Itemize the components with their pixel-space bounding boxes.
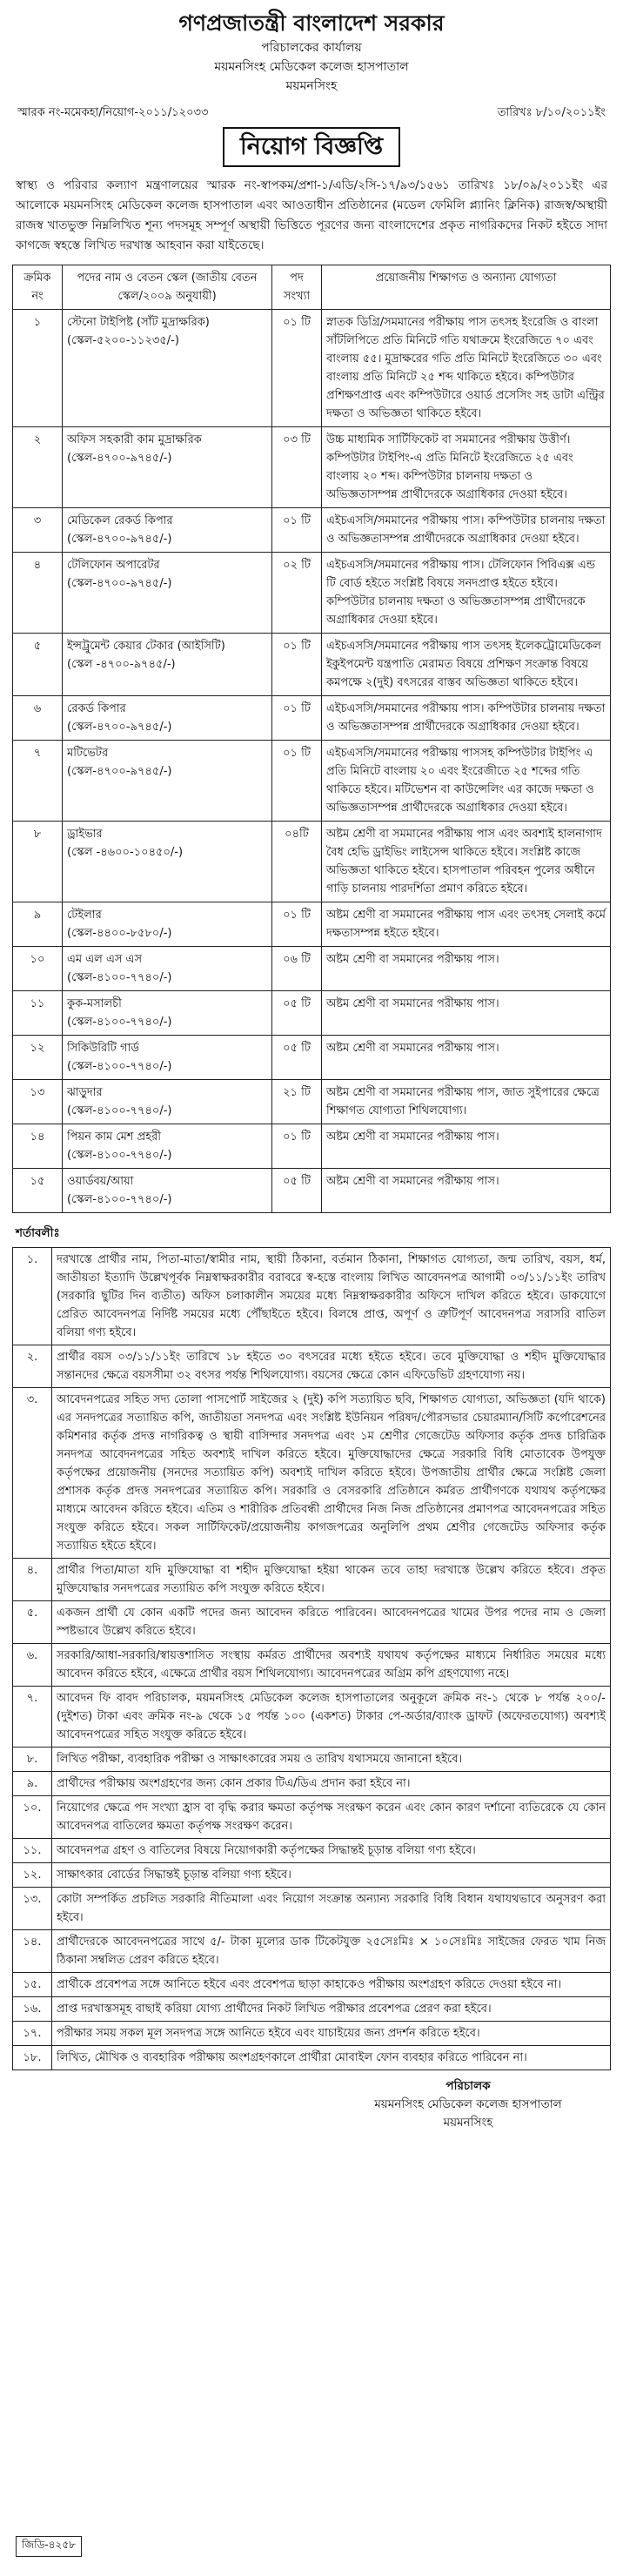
row-post [63, 902, 272, 947]
post-name: স্টেনো টাইপিষ্ট (সাঁট মুদ্রাক্ষরিক) [67, 316, 210, 329]
post-name: ড্রাইভার [67, 828, 103, 841]
condition-number: ১৭. [13, 2022, 52, 2046]
row-qualification: অষ্টম শ্রেণী বা সমমানের পরীক্ষায় পাস। [322, 947, 611, 991]
row-qualification: এইচএসসি/সমমানের পরীক্ষায় পাস। কম্পিউটার চালনায় দক্ষতা ও অভিজ্ঞতাসম্পন্ন প্রার্থীদেরকে অগ্রাধিকার দেওয়া হইবে। [322, 508, 611, 553]
row-post [63, 1169, 272, 1213]
post-name: অফিস সহকারী কাম মুদ্রাক্ষরিক [67, 433, 202, 446]
posts-table-body [13, 310, 611, 1213]
table-row [13, 427, 611, 508]
condition-text: লিখিত, মৌখিক ও ব্যবহারিক পরীক্ষায় অংশগ্রহণকালে প্রার্থীরা মোবাইল ফোন ব্যবহার করিতে পারিবেন না। [52, 2046, 611, 2070]
row-qualification: এইচএসসি/সমমানের পরীক্ষায় পাসসহ কম্পিউটার টাইপিং এ প্রতি মিনিটে বাংলায় ২০ এবং ইংরেজীতে ২৫ শব্দের গতি থাকিতে হইবে। মটিভেশন বা কাউন্সেলিং এর কাজে দক্ষতা ও অভিজ্ঞতাসম্পন্ন প্রার্থীদেরকে অগ্রাধিকার দেওয়া হইবে। [322, 741, 611, 822]
row-post [63, 1036, 272, 1080]
condition-number: ১১. [13, 1839, 52, 1863]
row-count: ০৩ টি [272, 427, 322, 508]
pay-scale: (স্কেল -৪৭০০-৯৭৪৫/-) [67, 658, 176, 671]
row-post [63, 553, 272, 634]
row-post [63, 947, 272, 991]
row-qualification: অষ্টম শ্রেণী বা সমমানের পরীক্ষায় পাস। [322, 991, 611, 1036]
condition-text: প্রার্থীর পিতা/মাতা যদি মুক্তিযোদ্ধা বা শহীদ মুক্তিযোদ্ধা হইয়া থাকেন তবে তাহা দরখাস্তে উল্লেখ করিতে হইবে। প্রকৃত মুক্তিযোদ্ধার সনদপত্রের সত্যায়িত কপি সংযুক্ত করিতে হইবে। [52, 1559, 611, 1601]
pay-scale: (স্কেল-৪৪০০-৮৫৮০/-) [67, 927, 172, 940]
posts-table-header [13, 265, 611, 310]
condition-row [13, 1796, 611, 1839]
row-qualification: অষ্টম শ্রেণী বা সমমানের পরীক্ষায় পাস। [322, 1169, 611, 1213]
post-name: ইন্সট্রুমেন্ট কেয়ার টেকার (আইসিটি) [67, 640, 225, 653]
condition-row [13, 1345, 611, 1388]
row-count: ০১ টি [272, 634, 322, 696]
header-qualification: প্রয়োজনীয় শিক্ষাগত ও অন্যান্য যোগ্যতা [322, 265, 611, 310]
row-count: ০১ টি [272, 902, 322, 947]
pay-scale: (স্কেল-৪৭০০-৯৭৪৫/-) [67, 721, 172, 734]
pay-scale: (স্কেল-৫২০০-১১২৩৫/-) [67, 334, 179, 347]
page-title: নিয়োগ বিজ্ঞপ্তি [223, 127, 400, 167]
table-row [13, 822, 611, 902]
row-post [63, 1124, 272, 1169]
condition-row [13, 1644, 611, 1687]
signature-block [325, 2077, 611, 2132]
table-row [13, 553, 611, 634]
table-row [13, 902, 611, 947]
memo-date: তারিখঃ ৮/১০/২০১১ইং [497, 106, 606, 119]
condition-row [13, 1687, 611, 1748]
row-qualification: এইচএসসি/সমমানের পরীক্ষায় পাস। কম্পিউটার চালনায় দক্ষতা ও অভিজ্ঞতাসম্পন্ন প্রার্থীদেরকে অগ্রাধিকার দেওয়া হইবে। [322, 696, 611, 741]
post-name: কুক-মসালচী [67, 997, 122, 1010]
condition-row [13, 1601, 611, 1644]
row-serial: ৬ [13, 696, 63, 741]
condition-row [13, 1839, 611, 1863]
condition-row [13, 1559, 611, 1601]
signature-city: ময়মনসিংহ [443, 2116, 493, 2130]
condition-number: ১৩. [13, 1888, 52, 1930]
conditions-title: শর্তাবলীঃ [16, 1226, 60, 1240]
post-name: পিয়ন কাম মেশ প্রহরী [67, 1130, 162, 1144]
table-row [13, 1036, 611, 1080]
condition-row [13, 1973, 611, 1997]
pay-scale: (স্কেল-৪৭০০-৯৭৪৫/-) [67, 533, 172, 546]
condition-text: লিখিত পরীক্ষা, ব্যবহারিক পরীক্ষা ও সাক্ষাৎকারের সময় ও তারিখ যথাসময়ে জানানো হইবে। [52, 1748, 611, 1772]
intro-paragraph: স্বাস্থ্য ও পরিবার কল্যাণ মন্ত্রণালয়ের স্মারক নং-স্বাপকম/প্রশা-১/এডি/২সি-১৭/৯৩/১৫৬১ তারিখঃ ১৮/০৯/২০১১ইং এর আলোকে ময়মনসিংহ মেডিকেল কলেজ হাসপাতাল এবং আওতাধীন প্রতিষ্ঠানের (মডেল ফেমিলি প্ল্যানিং ক্লিনিক) রাজস্ব/অস্থায়ী রাজস্ব খাতভুক্ত নিম্নলিখিত শূন্য পদসমূহ সম্পূর্ণ অস্থায়ী ভিত্তিতে পূরণের জন্য বাংলাদেশের প্রকৃত নাগরিকদের নিকট হইতে সাদা কাগজে স্বহস্তে লিখিত দরখাস্ত আহবান করা যাইতেছে। [16, 178, 607, 252]
post-name: ওয়ার্ডবয়/আয়া [67, 1175, 134, 1188]
table-row [13, 634, 611, 696]
row-count: ০৫ টি [272, 991, 322, 1036]
table-row [13, 1124, 611, 1169]
condition-row [13, 1863, 611, 1888]
header-count: পদ সংখ্যা [272, 265, 322, 310]
row-count: ০৪টি [272, 822, 322, 902]
row-serial: ৩ [13, 508, 63, 553]
footer-code: জিডি-৪২৫৮ [16, 2536, 82, 2557]
condition-row [13, 2022, 611, 2046]
row-serial: ৯ [13, 902, 63, 947]
post-name: মেডিকেল রেকর্ড কিপার [67, 514, 173, 527]
condition-number: ৮. [13, 1748, 52, 1772]
row-qualification: অষ্টম শ্রেণী বা সমমানের পরীক্ষায় পাস এবং অবশ্যই হালনাগাদ বৈধ হেভি ড্রাইভিং লাইসেন্স থাকিতে হইবে। সংশ্লিষ্ট কাজে অভিজ্ঞতা থাকিতে হইবে। হাসপাতাল পরিবহন পুলের অধীনে গাড়ি চালনায় পারদর্শিতা প্রমাণ করিতে হইবে। [322, 822, 611, 902]
header-post: পদের নাম ও বেতন স্কেল (জাতীয় বেতন স্কেল/২০০৯ অনুযায়ী) [63, 265, 272, 310]
post-name: টেলিফোন অপারেটর [67, 559, 160, 572]
row-post [63, 1080, 272, 1124]
row-qualification: অষ্টম শ্রেণী বা সমমানের পরীক্ষায় পাস। [322, 1036, 611, 1080]
condition-row [13, 1748, 611, 1772]
signature-title: পরিচালক [445, 2079, 491, 2093]
row-count: ০৬ টি [272, 947, 322, 991]
row-count: ০৫ টি [272, 1036, 322, 1080]
row-count: ০১ টি [272, 741, 322, 822]
condition-row [13, 2046, 611, 2070]
table-row [13, 991, 611, 1036]
condition-number: ১৫. [13, 1973, 52, 1997]
post-name: এম এল এস এস [67, 953, 143, 966]
row-post [63, 508, 272, 553]
row-serial: ২ [13, 427, 63, 508]
pay-scale: (স্কেল-৪৭০০-৯৭৪৫/-) [67, 452, 172, 465]
row-serial: ১৪ [13, 1124, 63, 1169]
pay-scale: (স্কেল-৪১০০-৭৭৪০/-) [67, 1149, 172, 1162]
post-name: মটিভেটর [67, 747, 109, 760]
row-count: ২১ টি [272, 1080, 322, 1124]
post-name: টেইলার [67, 909, 102, 922]
condition-row [13, 1772, 611, 1796]
row-count: ০২ টি [272, 553, 322, 634]
conditions-table [12, 1247, 611, 2070]
row-serial: ১২ [13, 1036, 63, 1080]
table-row [13, 947, 611, 991]
row-count: ০১ টি [272, 1124, 322, 1169]
pay-scale: (স্কেল-৪১০০-৭৭৪০/-) [67, 1193, 172, 1206]
memo-row [12, 104, 611, 122]
row-post [63, 310, 272, 427]
signature-institution: ময়মনসিংহ মেডিকেল কলেজ হাসপাতাল [374, 2097, 562, 2111]
condition-row [13, 1888, 611, 1930]
memo-number: স্মারক নং-মমেকহা/নিয়োগ-২০১১/১২০৩৩ [17, 106, 209, 119]
condition-number: ১৬. [13, 1997, 52, 2022]
row-count: ০১ টি [272, 508, 322, 553]
condition-text: প্রার্থীর বয়স ০৩/১১/১১ইং তারিখে ১৮ হইতে ৩০ বৎসরের মধ্যে হইতে হইবে। তবে মুক্তিযোদ্ধা ও শহীদ মুক্তিযোদ্ধার সন্তানদের ক্ষেত্রে বয়সসীমা ৩২ বৎসর পর্যন্ত শিথিলযোগ্য। বয়সের ক্ষেত্রে কোন এফিডেভিট গ্রহণযোগ্য নয়। [52, 1345, 611, 1388]
condition-number: ৫. [13, 1601, 52, 1644]
condition-text: সাক্ষাৎকার বোর্ডের সিদ্ধান্তই চূড়ান্ত বলিয়া গণ্য হইবে। [52, 1863, 611, 1888]
condition-row [13, 1930, 611, 1973]
row-qualification: স্নাতক ডিগ্রি/সমমানের পরীক্ষায় পাস তৎসহ ইংরেজি ও বাংলা সাঁটলিপিতে প্রতি মিনিটে গতি যথাক্রমে ইংরেজিতে ৭০ এবং বাংলায় ৫৫। মুদ্রাক্ষরের গতি প্রতি মিনিটে ইংরেজিতে ৩০ এবং বাংলায় প্রতি মিনিটে ২৫ শব্দ থাকিতে হইবে। কম্পিউটার প্রশিক্ষণপ্রাপ্ত এবং কম্পিউটারে ওয়ার্ড প্রসেসিং সহ ডাটা এন্ট্রির দক্ষতা ও অভিজ্ঞতা থাকিতে হইবে। [322, 310, 611, 427]
row-count: ০১ টি [272, 310, 322, 427]
pay-scale: (স্কেল -৪৬০০-১০৪৫০/-) [67, 846, 184, 859]
post-name: ঝাড়ুদার [67, 1086, 103, 1099]
row-post [63, 741, 272, 822]
condition-text: পরীক্ষার সময় সকল মূল সনদপত্র সঙ্গে আনিতে হইবে এবং যাচাইয়ের জন্য প্রদর্শন করিতে হইবে। [52, 2022, 611, 2046]
condition-row [13, 1248, 611, 1345]
row-qualification: অষ্টম শ্রেণী বা সমমানের পরীক্ষায় পাস। [322, 1124, 611, 1169]
condition-row [13, 1388, 611, 1559]
post-name: সিকিউরিটি গার্ড [67, 1042, 139, 1055]
condition-number: ৯. [13, 1772, 52, 1796]
table-row [13, 310, 611, 427]
row-post [63, 634, 272, 696]
posts-table [12, 265, 611, 1213]
condition-number: ১৪. [13, 1930, 52, 1973]
condition-text: সরকারি/আধা-সরকারি/স্বায়ত্তশাসিত সংস্থায় কর্মরত প্রার্থীদের অবশ্যই যথাযথ কর্তৃপক্ষের মাধ্যমে নির্ধারিত সময়ের মধ্যে আবেদন করিতে হইবে, এক্ষেত্রে প্রার্থীর বয়স শিথিলযোগ্য। আবেদনপত্রের অগ্রিম কপি গ্রহণযোগ্য নহে। [52, 1644, 611, 1687]
institution-name: ময়মনসিংহ মেডিকেল কলেজ হাসপাতাল [214, 60, 409, 74]
condition-text: প্রাপ্ত দরখাস্তসমূহ বাছাই করিয়া যোগ্য প্রার্থীদের নিকট লিখিত পরীক্ষার প্রবেশপত্র প্রেরণ করা হইবে। [52, 1997, 611, 2022]
title-wrap [12, 127, 611, 167]
row-qualification: উচ্চ মাধ্যমিক সার্টিফিকেট বা সমমানের পরীক্ষায় উত্তীর্ণ। কম্পিউটার টাইপিং-এ প্রতি মিনিটে ইংরেজিতে ২৫ এবং বাংলায় ২০ শব্দ। কম্পিউটার চালনায় দক্ষতা ও অভিজ্ঞতাসম্পন্ন প্রার্থীদেরকে অগ্রাধিকার দেওয়া হইবে। [322, 427, 611, 508]
row-count: ০৫ টি [272, 1169, 322, 1213]
row-serial: ১৩ [13, 1080, 63, 1124]
table-row [13, 508, 611, 553]
condition-number: ৩. [13, 1388, 52, 1559]
condition-number: ৬. [13, 1644, 52, 1687]
header-serial: ক্রমিক নং [13, 265, 63, 310]
row-qualification: এইচএসসি/সমমানের পরীক্ষায় পাস তৎসহ ইলেকট্রোমেডিকেল ইকুইপমেন্ট যন্ত্রপাতি মেরামত বিষয়ে প্রশিক্ষণ সংক্রান্ত বিষয়ে কমপক্ষে ২(দুই) বৎসরের বাস্তব অভিজ্ঞতা থাকিতে হইবে। [322, 634, 611, 696]
condition-number: ৪. [13, 1559, 52, 1601]
condition-text: কোটা সম্পর্কিত প্রচলিত সরকারি নীতিমালা এবং নিয়োগ সংক্রান্ত অন্যান্য সরকারি বিধি বিধান যথাযথভাবে অনুসরণ করা হইবে। [52, 1888, 611, 1930]
pay-scale: (স্কেল-৪১০০-৭৭৪০/-) [67, 1104, 172, 1117]
condition-number: ৭. [13, 1687, 52, 1748]
condition-text: আবেদনপত্র গ্রহণ ও বাতিলের বিষয়ে নিয়োগকারী কর্তৃপক্ষের সিদ্ধান্তই চূড়ান্ত বলিয়া গণ্য হইবে। [52, 1839, 611, 1863]
letterhead [12, 9, 611, 96]
row-serial: ১১ [13, 991, 63, 1036]
condition-text: একজন প্রার্থী যে কোন একটি পদের জন্য আবেদন করিতে পারিবেন। আবেদনপত্রের খামের উপর পদের নাম ও জেলা স্পষ্টভাবে উল্লেখ করিতে হইবে। [52, 1601, 611, 1644]
condition-text: আবেদনপত্রের সহিত সদ্য তোলা পাসপোর্ট সাইজের ২ (দুই) কপি সত্যায়িত ছবি, শিক্ষাগত যোগ্যতা, অভিজ্ঞতা (যদি থাকে) এর সনদপত্রের সত্যায়িত কপি, জাতীয়তা সনদপত্র এবং সংশ্লিষ্ট ইউনিয়ন পরিষদ/পৌরসভার চেয়ারম্যান/সিটি কর্পোরেশনের কমিশনার কর্তৃক প্রদত্ত নাগরিকত্ব ও স্থায়ী বাসিন্দার সনদপত্র এবং ১ম শ্রেণীর গেজেটেড অফিসার কর্তৃক প্রদত্ত চারিত্রিক সনদপত্র আবেদনপত্রের সহিত অবশ্যই দাখিল করিতে হইবে। মুক্তিযোদ্ধাদের ক্ষেত্রে সরকারি বিধি মোতাবেক উপযুক্ত কর্তৃপক্ষের প্রয়োজনীয় (সনদের সত্যায়িত কপি) অবশ্যই দাখিল করিতে হইবে। উপজাতীয় প্রার্থীর ক্ষেত্রে সংশ্লিষ্ট জেলা প্রশাসক কর্তৃক প্রদত্ত সনদপত্রের সত্যায়িত কপি। সরকারি ও বেসরকারি প্রতিষ্ঠানে কর্মরত প্রার্থীগণকে যথাযথ কর্তৃপক্ষের মাধ্যমে আবেদন করিতে হইবে। এতিম ও শারীরিক প্রতিবন্ধী প্রার্থীদের নিজ নিজ প্রতিষ্ঠানের প্রমাণপত্র আবেদনপত্রের সহিত সংযুক্ত করিতে হইবে। সকল সার্টিফিকেট/প্রয়োজনীয় কাগজপত্রের অনুলিপি প্রথম শ্রেণীর গেজেটেড অফিসার কর্তৃক সত্যায়িত হইতে হইবে। [52, 1388, 611, 1559]
city-name: ময়মনসিংহ [285, 79, 338, 93]
condition-text: প্রার্থীকে প্রবেশপত্র সঙ্গে আনিতে হইবে এবং প্রবেশপত্র ছাড়া কাহাকেও পরীক্ষায় অংশগ্রহণ করিতে দেওয়া হইবে না। [52, 1973, 611, 1997]
row-qualification: অষ্টম শ্রেণী বা সমমানের পরীক্ষায় পাস এবং তৎসহ সেলাই কর্মে দক্ষতাসম্পন্ন হইতে হইবে। [322, 902, 611, 947]
table-row [13, 741, 611, 822]
condition-number: ১০. [13, 1796, 52, 1839]
row-qualification: অষ্টম শ্রেণী বা সমমানের পরীক্ষায় পাস, জাত সুইপারের ক্ষেত্রে শিক্ষাগত যোগ্যতা শিথিলযোগ্য। [322, 1080, 611, 1124]
table-row [13, 1169, 611, 1213]
row-serial: ১০ [13, 947, 63, 991]
table-row [13, 696, 611, 741]
government-name: গণপ্রজাতন্ত্রী বাংলাদেশ সরকার [178, 10, 445, 36]
office-name: পরিচালকের কার্যালয় [261, 41, 362, 55]
condition-row [13, 1997, 611, 2022]
row-count: ০১ টি [272, 696, 322, 741]
row-serial: ৮ [13, 822, 63, 902]
row-serial: ৫ [13, 634, 63, 696]
condition-number: ২. [13, 1345, 52, 1388]
pay-scale: (স্কেল-৪১০০-৭৭৪০/-) [67, 1016, 172, 1029]
pay-scale: (স্কেল-৪৭০০-৯৭৪৫/-) [67, 765, 172, 778]
pay-scale: (স্কেল-৪৭০০-৯৭৪৫/-) [67, 577, 172, 590]
condition-number: ১৮. [13, 2046, 52, 2070]
condition-number: ১. [13, 1248, 52, 1345]
pay-scale: (স্কেল-৪১০০-৭৭৪০/-) [67, 1060, 172, 1073]
row-qualification: এইচএসসি/সমমানের পরীক্ষায় পাস। টেলিফোন পিবিএক্স এন্ড টি বোর্ড হইতে সংশ্লিষ্ট বিষয়ে সনদপ্রাপ্ত হইতে হইবে। কম্পিউটার চালনায় দক্ষতা ও অভিজ্ঞতাসম্পন্ন প্রার্থীদেরকে অগ্রাধিকার দেওয়া হইবে। [322, 553, 611, 634]
row-serial: ৭ [13, 741, 63, 822]
table-row [13, 1080, 611, 1124]
post-name: রেকর্ড কিপার [67, 702, 126, 715]
row-post [63, 427, 272, 508]
conditions-body [13, 1248, 611, 2070]
row-post [63, 822, 272, 902]
row-serial: ১ [13, 310, 63, 427]
row-serial: ৪ [13, 553, 63, 634]
condition-text: প্রার্থীদের পরীক্ষায় অংশগ্রহণের জন্য কোন প্রকার টিএ/ডিএ প্রদান করা হইবে না। [52, 1772, 611, 1796]
condition-text: আবেদন ফি বাবদ পরিচালক, ময়মনসিংহ মেডিকেল কলেজ হাসপাতালের অনুকূলে ক্রমিক নং-১ থেকে ৮ পর্যন্ত ২০০/- (দুইশত) টাকা এবং ক্রমিক নং-৯ থেকে ১৫ পর্যন্ত ১০০ (একশত) টাকার পে-অর্ডার/ব্যাংক ড্রাফট (অফেরতযোগ্য) অবশ্যই আবেদনপত্রের সহিত সংযুক্ত করিতে হইবে। [52, 1687, 611, 1748]
condition-text: নিয়োগের ক্ষেত্রে পদ সংখ্যা হ্রাস বা বৃদ্ধি করার ক্ষমতা কর্তৃপক্ষ সংরক্ষণ করেন এবং কোন কারণ দর্শানো ব্যতিরেকে যে কোন আবেদনপত্র বাতিলের ক্ষমতা কর্তৃপক্ষ সংরক্ষণ করেন। [52, 1796, 611, 1839]
condition-number: ১২. [13, 1863, 52, 1888]
row-post [63, 696, 272, 741]
condition-text: প্রার্থীদেরকে আবেদনপত্রের সাথে ৫/- টাকা মূল্যের ডাক টিকেটযুক্ত ২৫সেঃমিঃ × ১০সেঃমিঃ সাইজের ফেরত খাম নিজ ঠিকানা সম্বলিত প্রেরণ করিতে হইবে। [52, 1930, 611, 1973]
pay-scale: (স্কেল-৪১০০-৭৭৪০/-) [67, 971, 172, 984]
row-serial: ১৫ [13, 1169, 63, 1213]
row-post [63, 991, 272, 1036]
condition-text: দরখাস্তে প্রার্থীর নাম, পিতা-মাতা/স্বামীর নাম, স্থায়ী ঠিকানা, বর্তমান ঠিকানা, শিক্ষাগত যোগ্যতা, জন্ম তারিখ, বয়স, ধর্ম, জাতীয়তা ইত্যাদি উল্লেখপূর্বক নিম্নস্বাক্ষরকারীর বরাবরে স্ব-হস্তে বাংলায় লিখিত আবেদনপত্র আগামী ০৩/১১/১১ইং তারিখ (সরকারি ছুটির দিন ব্যতীত) অফিস চলাকালীন সময়ের মধ্যে নিম্নস্বাক্ষরকারীর অফিসে দাখিল করিতে হইবে। ডাকযোগে প্রেরিত আবেদনপত্র নির্দিষ্ট সময়ের মধ্যে পৌঁছাইতে হইবে। বিলম্বে প্রাপ্ত, অপূর্ণ ও ত্রুটিপূর্ণ আবেদনপত্র সরাসরি বাতিল বলিয়া গণ্য হইবে। [52, 1248, 611, 1345]
